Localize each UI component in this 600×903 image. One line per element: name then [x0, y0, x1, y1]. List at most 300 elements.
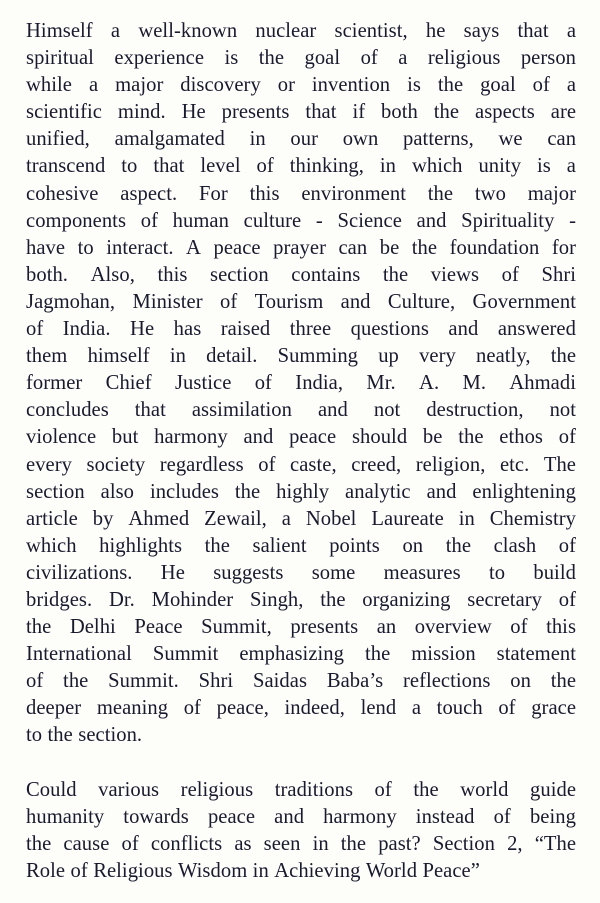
word: but — [111, 426, 139, 449]
word: also — [100, 480, 134, 503]
word: a — [88, 74, 99, 97]
word: nuclear — [255, 20, 317, 42]
word: views — [430, 263, 480, 286]
word: that — [517, 20, 549, 42]
word: 2, — [507, 832, 523, 855]
word: bridges. — [26, 588, 93, 611]
word: points — [329, 534, 380, 557]
text-line — [26, 479, 576, 506]
text-line — [26, 343, 576, 370]
word: of — [256, 155, 274, 178]
word: peace — [289, 426, 337, 449]
word: mission — [411, 643, 476, 666]
word: as — [234, 832, 252, 855]
word: of — [532, 74, 550, 97]
word: this — [249, 182, 280, 205]
word: and — [340, 290, 371, 313]
word: prayer — [273, 236, 326, 259]
word: both. — [26, 263, 69, 286]
word: peace — [213, 236, 261, 259]
word: while — [26, 74, 73, 97]
word: two — [474, 182, 506, 205]
word: not — [549, 399, 577, 422]
word: the — [258, 47, 285, 70]
word: highlights — [99, 534, 183, 557]
word: in — [249, 128, 266, 151]
word: He — [160, 561, 185, 584]
word: this — [546, 616, 577, 639]
word: meaning — [96, 697, 169, 720]
word: a — [566, 20, 577, 42]
word: be — [379, 236, 400, 259]
word: The — [543, 453, 576, 476]
word: aspects — [475, 101, 535, 124]
word: religion, — [415, 453, 486, 476]
word: seen — [263, 832, 301, 855]
word: of — [558, 588, 577, 611]
word: and — [416, 209, 447, 232]
word: in — [252, 859, 269, 882]
word: in — [379, 155, 397, 178]
word: creed, — [351, 453, 402, 476]
word: - — [315, 209, 323, 232]
word: Summing — [277, 345, 359, 368]
word: the — [204, 534, 230, 557]
word: Role — [26, 859, 66, 882]
word: we — [498, 128, 523, 151]
word: suggests — [213, 561, 284, 584]
word: is — [407, 74, 421, 97]
word: the — [550, 670, 577, 693]
word: humanity — [26, 805, 105, 828]
word: past? — [378, 832, 421, 855]
word: peace, — [216, 697, 269, 720]
word: three — [289, 318, 332, 341]
word: former — [26, 372, 83, 395]
text-line — [26, 668, 576, 695]
word: the — [458, 426, 484, 449]
text-line — [26, 316, 576, 343]
word: of — [121, 832, 139, 855]
word: neatly, — [476, 345, 531, 368]
word: and — [317, 399, 348, 422]
word: Ahmed — [128, 507, 190, 530]
word: cause — [63, 832, 110, 855]
word: human — [172, 209, 229, 232]
word: answered — [497, 318, 576, 341]
word: harmony — [323, 805, 397, 828]
word: various — [98, 778, 160, 801]
word: He — [181, 101, 206, 124]
word: highly — [276, 480, 330, 503]
word: the — [382, 263, 409, 286]
text-line — [26, 370, 576, 397]
word: that — [134, 399, 166, 422]
word: goal — [480, 74, 516, 97]
word: on — [510, 670, 531, 693]
word: the — [437, 74, 464, 97]
word: is — [536, 155, 551, 178]
word: Science — [337, 209, 402, 232]
word: major — [527, 182, 577, 205]
word: or — [277, 74, 295, 97]
word: Government — [472, 290, 576, 313]
word: Zewail, — [204, 507, 267, 530]
word: Ahmadi — [509, 372, 576, 395]
word: raised — [220, 318, 271, 341]
word: Chief — [105, 372, 152, 395]
word: etc. — [499, 453, 530, 476]
text-line — [26, 18, 576, 45]
word: of — [498, 697, 516, 720]
word: which — [411, 155, 463, 178]
word: section. — [78, 724, 143, 747]
word: violence — [26, 426, 97, 449]
word: the — [26, 616, 52, 639]
word: of — [501, 263, 519, 286]
word: transcend — [26, 155, 106, 178]
word: Mr. — [366, 372, 396, 395]
word: if — [352, 101, 366, 124]
paragraph-1 — [26, 18, 576, 750]
text-line — [26, 777, 576, 804]
word: which — [26, 534, 77, 557]
word: person — [520, 47, 577, 70]
word: is — [224, 47, 239, 70]
word: the — [320, 588, 346, 611]
word: World — [365, 859, 418, 882]
word: the — [427, 182, 454, 205]
word: Delhi — [69, 616, 116, 639]
word: Baba’s — [326, 670, 384, 693]
word: them — [26, 345, 68, 368]
word: a — [398, 47, 408, 70]
word: amalgamated — [114, 128, 225, 151]
word: ethos — [499, 426, 544, 449]
word: every — [26, 453, 72, 476]
text-line — [26, 858, 576, 885]
word: the — [234, 480, 261, 503]
word: “The — [534, 832, 577, 855]
word: that — [153, 155, 185, 178]
word: to — [26, 724, 43, 747]
word: society — [86, 453, 146, 476]
text-line — [26, 424, 576, 451]
word: grace — [531, 697, 577, 720]
word: lend — [360, 697, 397, 720]
word: unified, — [26, 128, 90, 151]
word: Saidas — [252, 670, 308, 693]
word: culture — [243, 209, 302, 232]
word: Singh, — [249, 588, 304, 611]
word: a — [110, 20, 121, 42]
word: towards — [123, 805, 189, 828]
word: the — [47, 724, 73, 747]
word: some — [311, 561, 356, 584]
word: contains — [291, 263, 361, 286]
word: of — [26, 670, 44, 693]
word: goal — [304, 47, 341, 70]
word: himself — [87, 345, 150, 368]
word: scientist, — [334, 20, 408, 42]
word: includes — [149, 480, 219, 503]
word: Summit, — [201, 616, 272, 639]
text-line — [26, 397, 576, 424]
word: and — [274, 805, 305, 828]
word: well-known — [138, 20, 238, 42]
page-text-body — [26, 18, 576, 885]
word: a — [411, 697, 422, 720]
word: article — [26, 507, 78, 530]
word: Peace” — [422, 859, 480, 882]
word: spiritual — [26, 47, 94, 70]
word: religious — [180, 778, 254, 801]
word: the — [445, 534, 472, 557]
text-line — [26, 72, 576, 99]
word: of — [183, 697, 201, 720]
word: Could — [26, 778, 77, 801]
word: Nobel — [305, 507, 357, 530]
word: of — [140, 209, 158, 232]
word: the — [550, 345, 577, 368]
word: Wisdom — [178, 859, 248, 882]
word: the — [364, 643, 391, 666]
word: says — [463, 20, 500, 42]
word: Culture, — [387, 290, 456, 313]
word: religious — [427, 47, 501, 70]
word: Mohinder — [151, 588, 234, 611]
word: presents — [221, 101, 290, 124]
word: to — [121, 155, 138, 178]
word: to — [77, 236, 94, 259]
word: caste, — [290, 453, 337, 476]
word: and — [448, 318, 479, 341]
word: a — [281, 507, 291, 530]
word: both — [381, 101, 418, 124]
word: very — [419, 345, 456, 368]
word: conflicts — [150, 832, 223, 855]
word: the — [340, 832, 367, 855]
word: cohesive — [26, 182, 99, 205]
text-line — [26, 587, 576, 614]
word: invention — [311, 74, 391, 97]
text-line — [26, 560, 576, 587]
word: patterns, — [403, 128, 474, 151]
word: section — [210, 263, 269, 286]
word: Achieving — [274, 859, 361, 882]
word: of — [374, 778, 392, 801]
text-line — [26, 533, 576, 560]
word: components — [26, 209, 127, 232]
word: the — [26, 832, 52, 855]
word: of — [70, 859, 88, 882]
text-line — [26, 45, 576, 72]
text-line — [26, 208, 576, 235]
word: deeper — [26, 697, 82, 720]
word: peace — [207, 805, 256, 828]
word: overview — [414, 616, 492, 639]
word: presents — [290, 616, 359, 639]
word: by — [92, 507, 114, 530]
word: a — [566, 74, 577, 97]
word: reflections — [402, 670, 491, 693]
word: He — [130, 318, 155, 341]
word: of — [254, 372, 272, 395]
word: the — [433, 101, 460, 124]
word: not — [373, 399, 401, 422]
word: harmony — [154, 426, 228, 449]
word: level — [200, 155, 241, 178]
word: clash — [493, 534, 537, 557]
word: are — [550, 101, 577, 124]
word: an — [376, 616, 397, 639]
word: emphasizing — [239, 643, 344, 666]
word: guide — [530, 778, 577, 801]
word: in — [458, 507, 475, 530]
word: discovery — [180, 74, 261, 97]
word: he — [425, 20, 446, 42]
word: to — [488, 561, 506, 584]
word: should — [351, 426, 408, 449]
word: and — [243, 426, 274, 449]
word: statement — [496, 643, 577, 666]
word: Religious — [93, 859, 173, 882]
word: detail. — [206, 345, 258, 368]
word: in — [312, 832, 329, 855]
text-line — [26, 614, 576, 641]
word: up — [378, 345, 399, 368]
word: organizing — [362, 588, 451, 611]
word: foundation — [449, 236, 540, 259]
word: of — [558, 426, 577, 449]
word: Minister — [132, 290, 203, 313]
word: Justice — [174, 372, 232, 395]
word: thinking, — [289, 155, 364, 178]
word: India, — [295, 372, 344, 395]
text-line — [26, 722, 576, 749]
text-line — [26, 452, 576, 479]
word: India. — [62, 318, 111, 341]
word: being — [529, 805, 576, 828]
word: Peace — [134, 616, 183, 639]
text-line — [26, 126, 576, 153]
text-line — [26, 804, 576, 831]
word: in — [169, 345, 186, 368]
word: M. — [462, 372, 487, 395]
word: measures — [383, 561, 461, 584]
word: Laureate — [371, 507, 444, 530]
text-line — [26, 289, 576, 316]
word: of — [360, 47, 378, 70]
word: build — [533, 561, 576, 584]
word: experience — [114, 47, 205, 70]
word: of — [493, 805, 511, 828]
word: touch — [436, 697, 483, 720]
word: own — [342, 128, 379, 151]
text-line — [26, 831, 576, 858]
word: interact. — [106, 236, 174, 259]
word: indeed, — [284, 697, 345, 720]
word: of — [26, 318, 44, 341]
word: the — [411, 236, 438, 259]
word: - — [569, 209, 577, 232]
word: and — [426, 480, 457, 503]
word: can — [338, 236, 368, 259]
text-line — [26, 99, 576, 126]
word: instead — [415, 805, 475, 828]
word: destruction, — [426, 399, 524, 422]
word: for — [551, 236, 576, 259]
word: questions — [350, 318, 429, 341]
text-line — [26, 235, 576, 262]
word: Summit. — [108, 670, 179, 693]
word: unity — [478, 155, 522, 178]
word: can — [547, 128, 577, 151]
text-line — [26, 695, 576, 722]
word: aspect. — [120, 182, 178, 205]
text-line — [26, 506, 576, 533]
word: Also, — [90, 263, 135, 286]
text-line — [26, 181, 576, 208]
paragraph-2 — [26, 777, 576, 885]
word: of — [558, 534, 577, 557]
word: traditions — [274, 778, 354, 801]
text-line — [26, 262, 576, 289]
word: For — [199, 182, 228, 205]
word: of — [219, 290, 238, 313]
word: Tourism — [254, 290, 324, 313]
word: Chemistry — [489, 507, 577, 530]
word: environment — [301, 182, 406, 205]
word: section — [26, 480, 85, 503]
word: Dr. — [108, 588, 135, 611]
word: regardless — [159, 453, 244, 476]
word: our — [290, 128, 319, 151]
word: major — [115, 74, 164, 97]
word: Himself — [26, 20, 93, 42]
word: Shri — [198, 670, 234, 693]
word: a — [566, 155, 576, 178]
word: the — [413, 778, 439, 801]
word: A — [186, 236, 201, 259]
word: of — [258, 453, 276, 476]
word: civilizations. — [26, 561, 133, 584]
word: the — [63, 670, 89, 693]
word: assimilation — [191, 399, 292, 422]
word: Jagmohan, — [26, 290, 116, 313]
word: analytic — [345, 480, 411, 503]
word: secretary — [467, 588, 543, 611]
word: Shri — [541, 263, 577, 286]
word: scientific — [26, 101, 102, 124]
word: has — [173, 318, 202, 341]
word: Section — [432, 832, 495, 855]
word: A. — [419, 372, 440, 395]
word: on — [402, 534, 424, 557]
word: mind. — [117, 101, 166, 124]
word: Summit — [152, 643, 219, 666]
word: concludes — [26, 399, 109, 422]
word: enlightening — [472, 480, 576, 503]
word: world — [460, 778, 509, 801]
word: have — [26, 236, 66, 259]
word: International — [26, 643, 132, 666]
text-line — [26, 153, 576, 180]
text-line — [26, 641, 576, 668]
word: of — [510, 616, 528, 639]
word: this — [157, 263, 188, 286]
word: that — [305, 101, 337, 124]
